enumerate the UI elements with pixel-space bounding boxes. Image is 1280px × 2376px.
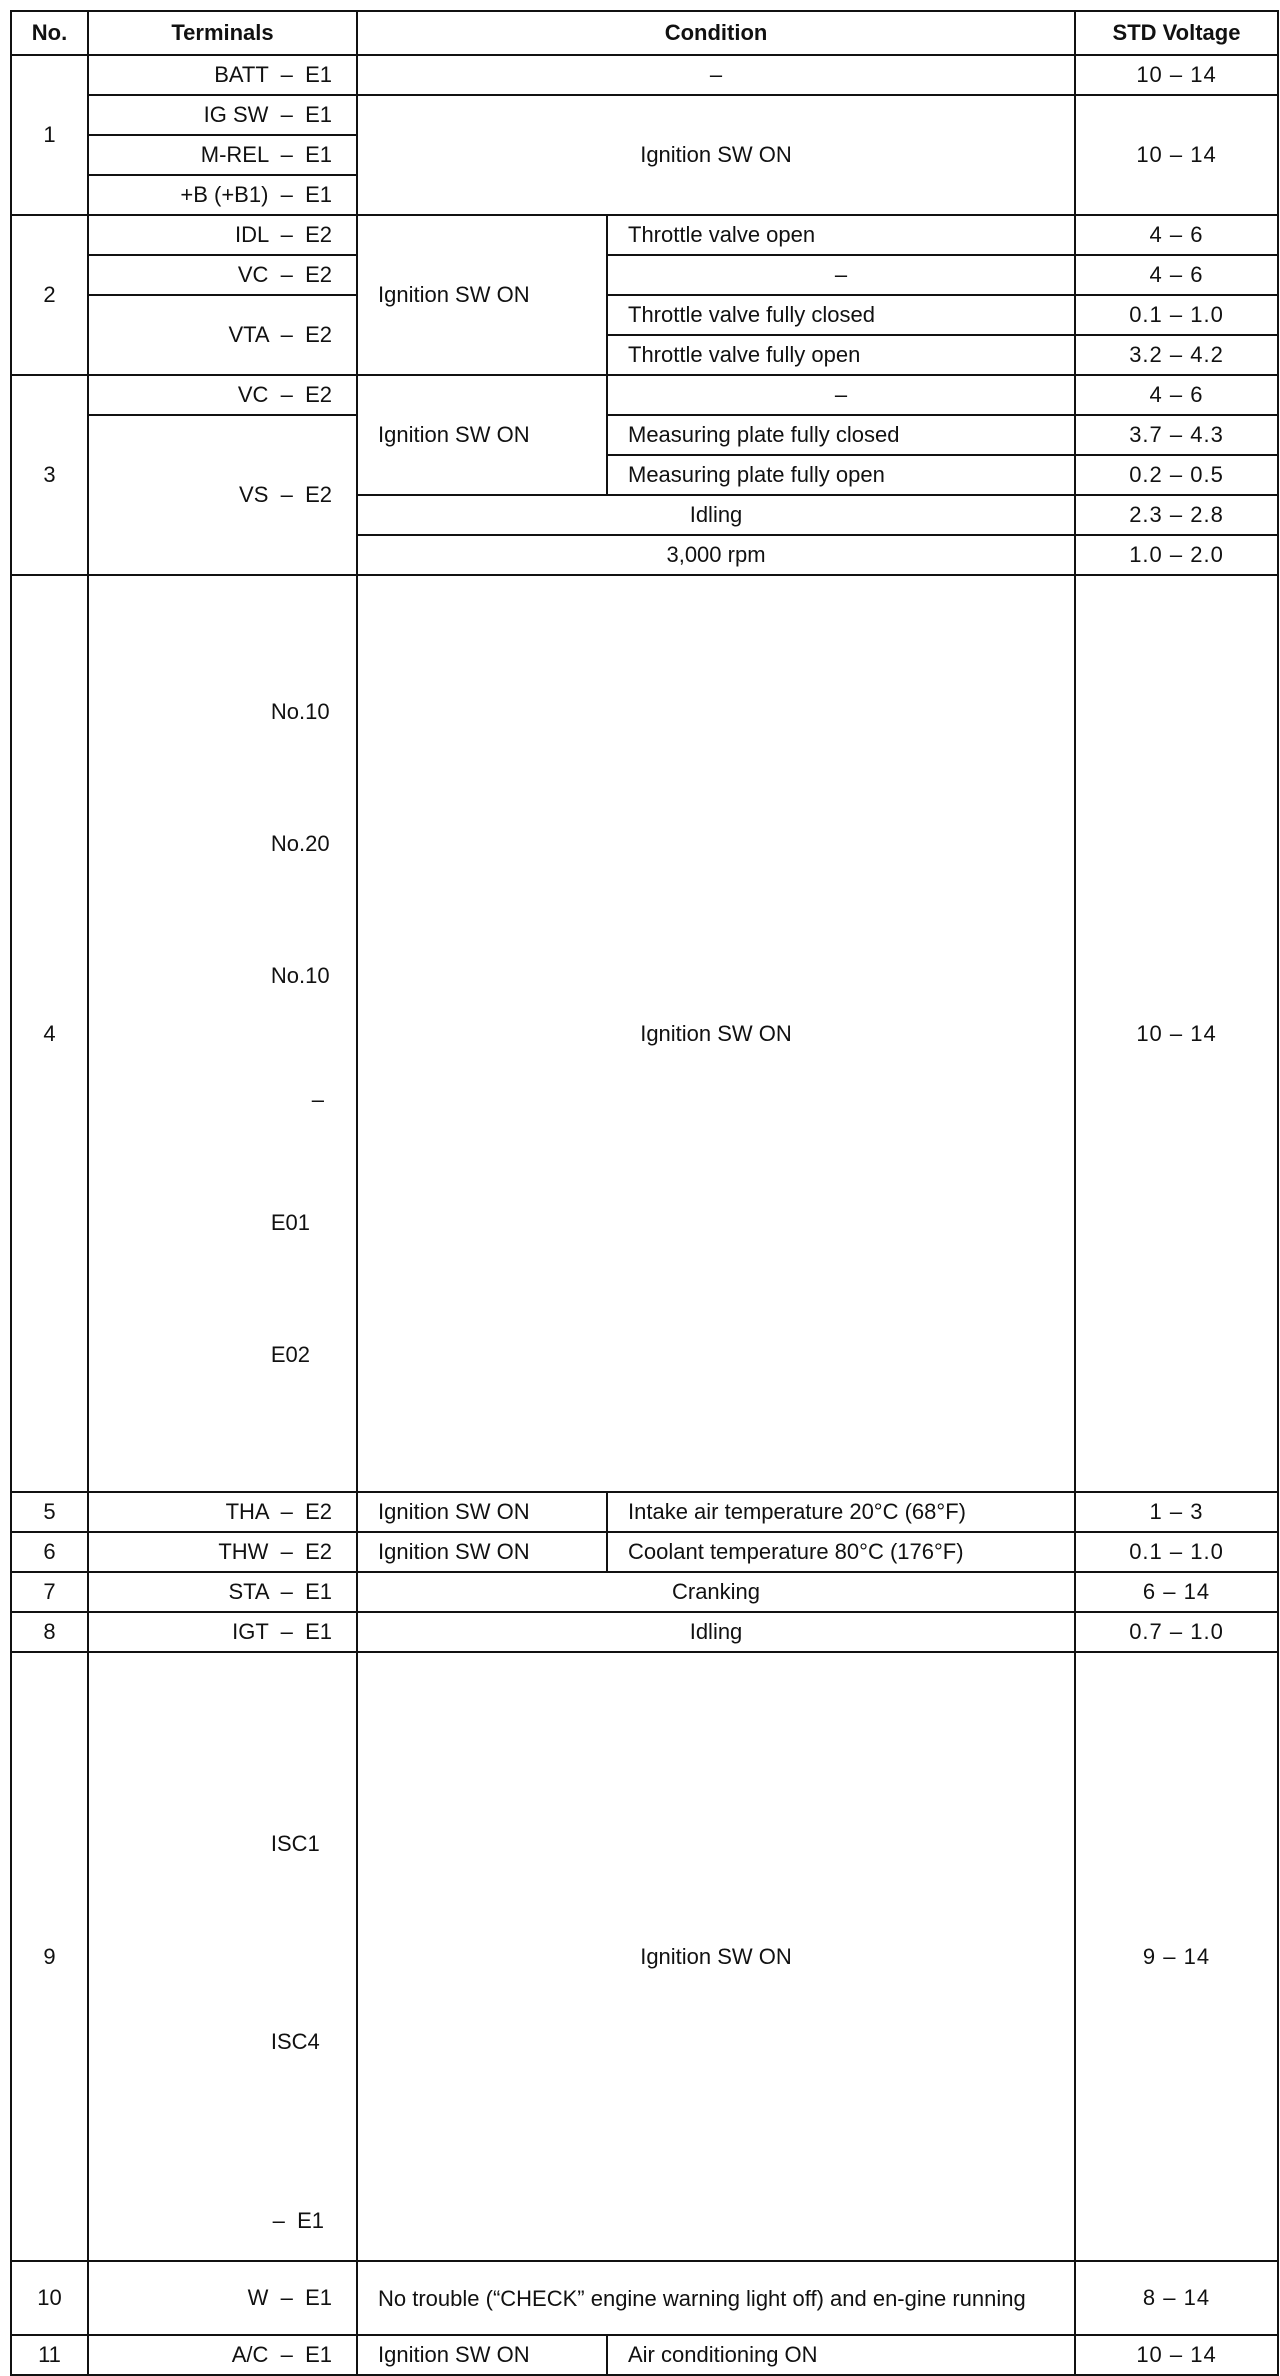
header-terminals: Terminals [88, 11, 357, 55]
voltage: 3.2 – 4.2 [1075, 335, 1278, 375]
condition: No trouble (“CHECK” engine warning light off) and en-gine running [357, 2261, 1075, 2335]
table-row [11, 1652, 1278, 2261]
voltage: 3.7 – 4.3 [1075, 415, 1278, 455]
terminal: No.10 [270, 963, 330, 988]
condition-detail: Measuring plate fully closed [607, 415, 1075, 455]
table-row [11, 1492, 1278, 1532]
condition: Ignition SW ON [357, 1532, 607, 1572]
voltage: 2.3 – 2.8 [1075, 495, 1278, 535]
condition: Cranking [357, 1572, 1075, 1612]
voltage: 0.7 – 1.0 [1075, 1612, 1278, 1652]
row-no: 1 [11, 55, 88, 215]
table-row [11, 2261, 1278, 2335]
condition: Ignition SW ON [357, 1652, 1075, 2261]
table-row [11, 55, 1278, 95]
row-no: 7 [11, 1572, 88, 1612]
table-row [11, 1532, 1278, 1572]
table-row [11, 255, 1278, 295]
voltage: 6 – 14 [1075, 1572, 1278, 1612]
terminal: VS – E2 [88, 415, 357, 575]
terminal: ISC4 [270, 2029, 320, 2055]
voltage: 10 – 14 [1075, 55, 1278, 95]
voltage: 0.1 – 1.0 [1075, 295, 1278, 335]
table-row [11, 1572, 1278, 1612]
terminal: IDL – E2 [88, 215, 357, 255]
terminal: W – E1 [88, 2261, 357, 2335]
condition-detail: Throttle valve fully closed [607, 295, 1075, 335]
voltage: 1.0 – 2.0 [1075, 535, 1278, 575]
terminal: A/C – E1 [88, 2335, 357, 2375]
condition: Ignition SW ON [357, 575, 1075, 1492]
condition-detail: Coolant temperature 80°C (176°F) [607, 1532, 1075, 1572]
terminal: VC – E2 [88, 375, 357, 415]
table-row [11, 2335, 1278, 2375]
condition: Ignition SW ON [357, 2335, 607, 2375]
voltage: 1 – 3 [1075, 1492, 1278, 1532]
table-row [11, 375, 1278, 415]
voltage: 10 – 14 [1075, 95, 1278, 215]
condition-detail: Air conditioning ON [607, 2335, 1075, 2375]
terminal: THA – E2 [88, 1492, 357, 1532]
row-no: 10 [11, 2261, 88, 2335]
row-no: 6 [11, 1532, 88, 1572]
voltage: 8 – 14 [1075, 2261, 1278, 2335]
table-row [11, 575, 1278, 1492]
terminal: IGT – E1 [88, 1612, 357, 1652]
row-no: 11 [11, 2335, 88, 2375]
voltage: 4 – 6 [1075, 255, 1278, 295]
row-no: 4 [11, 575, 88, 1492]
condition: Ignition SW ON [357, 1492, 607, 1532]
row-no: 8 [11, 1612, 88, 1652]
condition-detail: Throttle valve fully open [607, 335, 1075, 375]
terminal: ISC1 [270, 1831, 320, 1857]
row-no: 3 [11, 375, 88, 575]
terminal: E02 [270, 1342, 311, 1368]
condition: 3,000 rpm [357, 535, 1075, 575]
dash: – [311, 1087, 324, 1113]
voltage: 4 – 6 [1075, 215, 1278, 255]
condition: Ignition SW ON [357, 375, 607, 495]
table-row [11, 295, 1278, 335]
table-row [11, 215, 1278, 255]
terminal: E01 [270, 1210, 311, 1236]
condition-detail: Intake air temperature 20°C (68°F) [607, 1492, 1075, 1532]
terminal: +B (+B1) – E1 [88, 175, 357, 215]
row-no: 5 [11, 1492, 88, 1532]
condition: Idling [357, 1612, 1075, 1652]
condition-detail: – [607, 375, 1075, 415]
terminal-group [88, 1652, 357, 2261]
table-row [11, 1612, 1278, 1652]
condition-detail: – [607, 255, 1075, 295]
terminal: M-REL – E1 [88, 135, 357, 175]
header-row [11, 11, 1278, 55]
header-voltage: STD Voltage [1075, 11, 1278, 55]
terminal: No.20 [270, 831, 330, 856]
terminal: THW – E2 [88, 1532, 357, 1572]
condition: Idling [357, 495, 1075, 535]
condition: – [357, 55, 1075, 95]
header-condition: Condition [357, 11, 1075, 55]
terminal: VTA – E2 [88, 295, 357, 375]
header-no: No. [11, 11, 88, 55]
condition-detail: Throttle valve open [607, 215, 1075, 255]
terminal-group [88, 575, 357, 1492]
voltage: 0.1 – 1.0 [1075, 1532, 1278, 1572]
voltage-spec-table [10, 10, 1279, 2376]
table-row [11, 415, 1278, 455]
condition: Ignition SW ON [357, 95, 1075, 215]
condition: Ignition SW ON [357, 215, 607, 375]
row-no: 9 [11, 1652, 88, 2261]
terminal: VC – E2 [88, 255, 357, 295]
voltage: 10 – 14 [1075, 2335, 1278, 2375]
voltage: 10 – 14 [1075, 575, 1278, 1492]
terminal: STA – E1 [88, 1572, 357, 1612]
voltage: 0.2 – 0.5 [1075, 455, 1278, 495]
row-no: 2 [11, 215, 88, 375]
terminal: BATT – E1 [88, 55, 357, 95]
terminal: – E1 [272, 2208, 324, 2234]
voltage: 4 – 6 [1075, 375, 1278, 415]
condition-detail: Measuring plate fully open [607, 455, 1075, 495]
voltage: 9 – 14 [1075, 1652, 1278, 2261]
terminal: No.10 [270, 699, 330, 724]
table-row [11, 95, 1278, 135]
terminal: IG SW – E1 [88, 95, 357, 135]
